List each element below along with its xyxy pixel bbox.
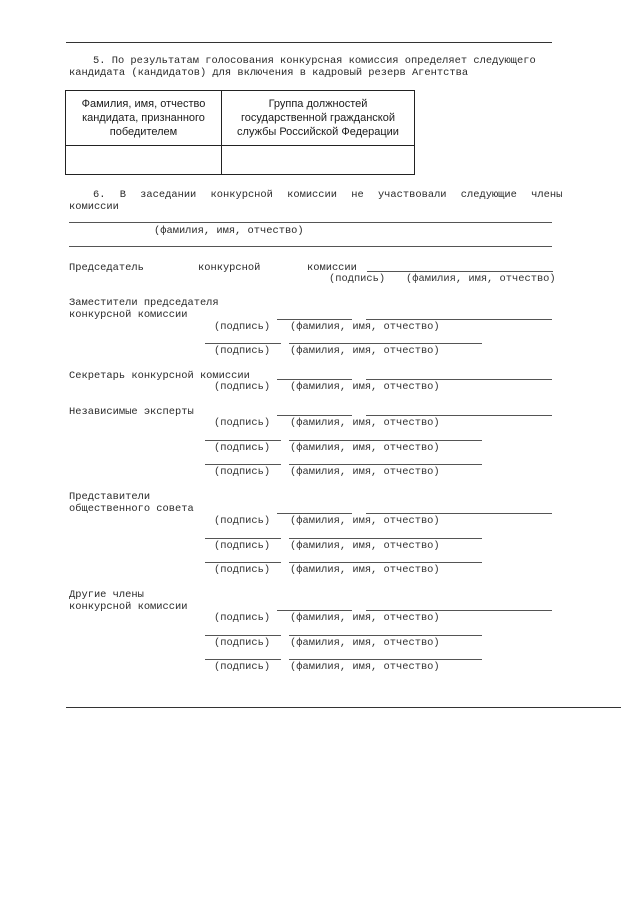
council2-fio-line bbox=[289, 538, 482, 539]
secretary-fio: (фамилия, имя, отчество) bbox=[290, 381, 440, 393]
item5-line1: 5. По результатам голосования конкурсная комиссия определяет следующего bbox=[93, 55, 536, 67]
other1-fio: (фамилия, имя, отчество) bbox=[290, 612, 440, 624]
council3-podpis-line bbox=[205, 562, 281, 563]
table-cell-fio bbox=[66, 146, 222, 175]
expert1-podpis-line bbox=[277, 415, 352, 416]
other2-podpis-line bbox=[205, 635, 281, 636]
council1-fio-line bbox=[366, 513, 552, 514]
chairman-podpis: (подпись) bbox=[329, 273, 386, 285]
expert2-podpis-line bbox=[205, 440, 281, 441]
experts-label: Независимые эксперты bbox=[69, 406, 194, 418]
other3-fio-line bbox=[289, 659, 482, 660]
other2-fio-line bbox=[289, 635, 482, 636]
chairman-signature-line bbox=[367, 271, 553, 272]
top-rule bbox=[66, 42, 552, 43]
table-cell-group bbox=[222, 146, 415, 175]
expert3-podpis: (подпись) bbox=[214, 466, 271, 478]
other3-podpis-line bbox=[205, 659, 281, 660]
chairman-label-3: комиссии bbox=[307, 262, 357, 274]
item5-line2: кандидата (кандидатов) для включения в кадровый резерв Агентства bbox=[69, 67, 469, 79]
candidates-table bbox=[65, 90, 415, 175]
expert1-podpis: (подпись) bbox=[214, 417, 271, 429]
council2-podpis-line bbox=[205, 538, 281, 539]
expert2-fio: (фамилия, имя, отчество) bbox=[290, 442, 440, 454]
council2-podpis: (подпись) bbox=[214, 540, 271, 552]
expert1-fio: (фамилия, имя, отчество) bbox=[290, 417, 440, 429]
secretary-fio-line bbox=[366, 379, 552, 380]
deputy1-podpis-line bbox=[277, 319, 352, 320]
secretary-label: Секретарь конкурсной комиссии bbox=[69, 370, 250, 382]
expert3-fio-line bbox=[289, 464, 482, 465]
council-label-1: Представители bbox=[69, 491, 151, 503]
secretary-podpis-line bbox=[277, 379, 352, 380]
chairman-label-2: конкурсной bbox=[198, 262, 261, 274]
deputy1-fio-line bbox=[366, 319, 552, 320]
other3-podpis: (подпись) bbox=[214, 661, 271, 673]
other1-fio-line bbox=[366, 610, 552, 611]
council3-podpis: (подпись) bbox=[214, 564, 271, 576]
others-label-2: конкурсной комиссии bbox=[69, 601, 188, 613]
council1-podpis: (подпись) bbox=[214, 515, 271, 527]
chairman-fio: (фамилия, имя, отчество) bbox=[406, 273, 556, 285]
deputy1-podpis: (подпись) bbox=[214, 321, 271, 333]
deputy2-fio-line bbox=[289, 343, 482, 344]
other2-podpis: (подпись) bbox=[214, 637, 271, 649]
secretary-podpis: (подпись) bbox=[214, 381, 271, 393]
item6-line1: 6. В заседании конкурсной комиссии не участвовали следующие члены bbox=[93, 189, 563, 201]
council1-podpis-line bbox=[277, 513, 352, 514]
deputy2-fio: (фамилия, имя, отчество) bbox=[290, 345, 440, 357]
expert3-fio: (фамилия, имя, отчество) bbox=[290, 466, 440, 478]
table-header-row bbox=[66, 91, 415, 146]
other2-fio: (фамилия, имя, отчество) bbox=[290, 637, 440, 649]
absent-members-caption: (фамилия, имя, отчество) bbox=[154, 225, 304, 237]
expert2-podpis: (подпись) bbox=[214, 442, 271, 454]
expert2-fio-line bbox=[289, 440, 482, 441]
table-header-group: Группа должностей государственной гражданской службы Российской Федерации bbox=[222, 91, 415, 146]
table-row bbox=[66, 146, 415, 175]
council1-fio: (фамилия, имя, отчество) bbox=[290, 515, 440, 527]
item6-line2: комиссии bbox=[69, 201, 119, 213]
chairman-label-1: Председатель bbox=[69, 262, 144, 274]
table-header-fio: Фамилия, имя, отчество кандидата, признанного победителем bbox=[66, 91, 222, 146]
deputies-label-1: Заместители председателя bbox=[69, 297, 219, 309]
council3-fio-line bbox=[289, 562, 482, 563]
others-label-1: Другие члены bbox=[69, 589, 144, 601]
absent-members-line-2 bbox=[69, 246, 552, 247]
other1-podpis: (подпись) bbox=[214, 612, 271, 624]
deputy2-podpis-line bbox=[205, 343, 281, 344]
deputies-label-2: конкурсной комиссии bbox=[69, 309, 188, 321]
bottom-rule bbox=[66, 707, 621, 708]
council-label-2: общественного совета bbox=[69, 503, 194, 515]
absent-members-line-1 bbox=[69, 222, 552, 223]
deputy1-fio: (фамилия, имя, отчество) bbox=[290, 321, 440, 333]
deputy2-podpis: (подпись) bbox=[214, 345, 271, 357]
other1-podpis-line bbox=[277, 610, 352, 611]
expert1-fio-line bbox=[366, 415, 552, 416]
other3-fio: (фамилия, имя, отчество) bbox=[290, 661, 440, 673]
council2-fio: (фамилия, имя, отчество) bbox=[290, 540, 440, 552]
council3-fio: (фамилия, имя, отчество) bbox=[290, 564, 440, 576]
expert3-podpis-line bbox=[205, 464, 281, 465]
